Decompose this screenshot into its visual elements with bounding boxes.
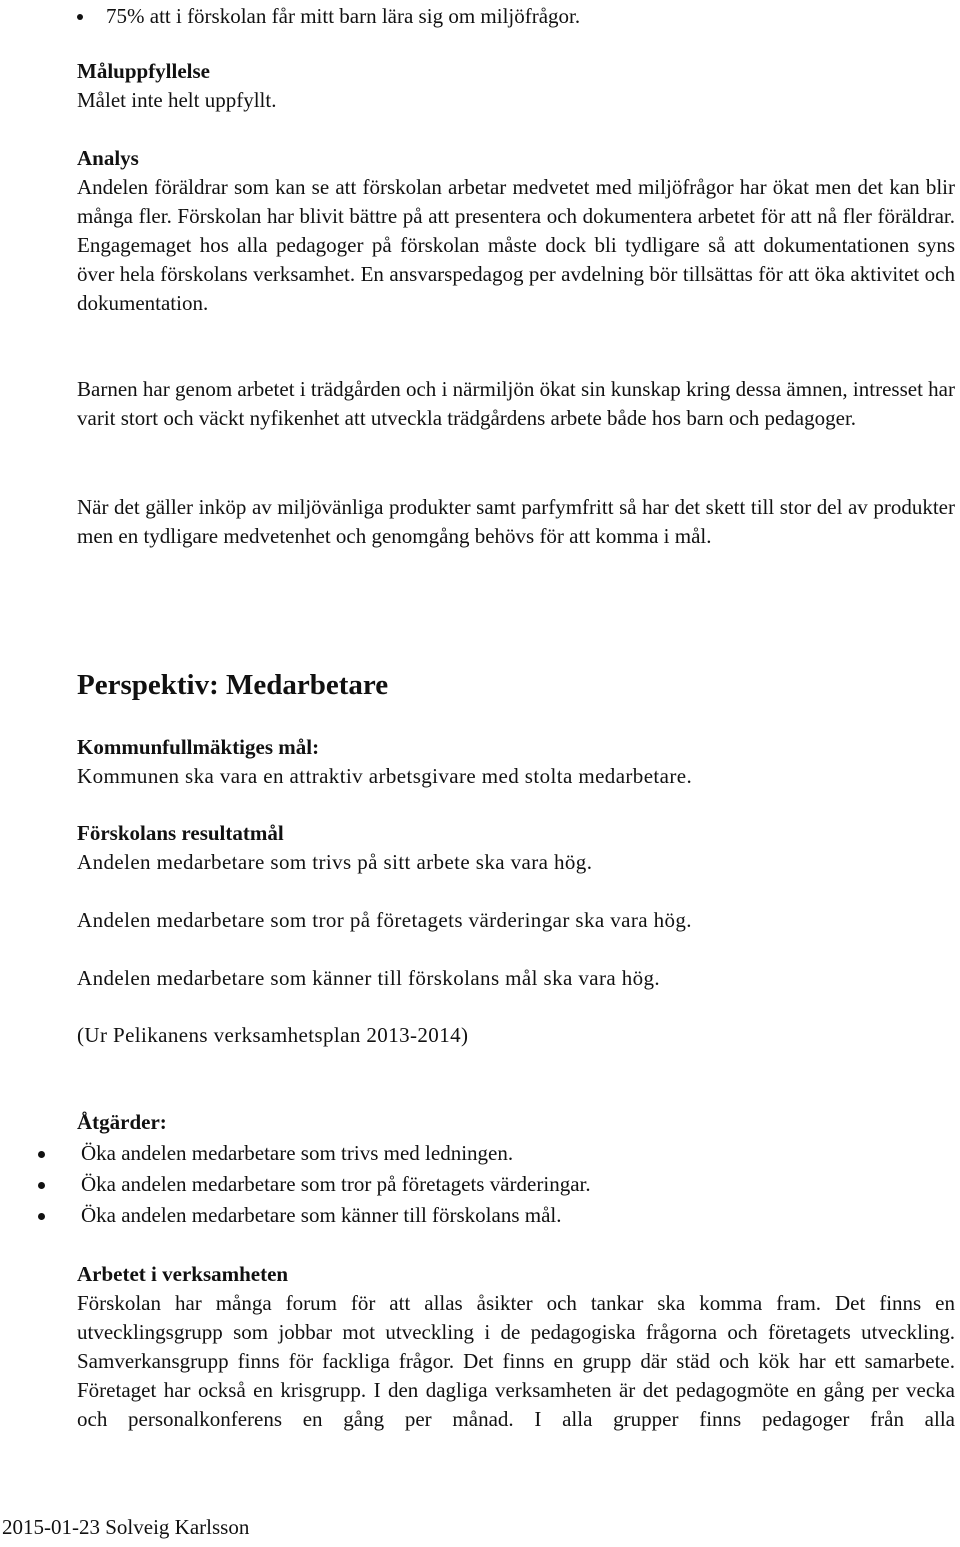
- arbetet-text: Förskolan har många forum för att allas åsikter och tankar ska komma fram. Det finns en utvecklingsgrupp som jobbar mot utveckling i de pedagogiska frågorna och företagets utveckling. Samverkansgrupp finns för fackliga frågor. Det finns en grupp där städ och kök har ett samarbete. Företaget har också en krisgrupp. I den dagliga verksamheten är det pedagogmöte en gång per vecka och personalkonferens en gång per månad. I alla grupper finns pedagoger från alla: [77, 1291, 955, 1431]
- goal-3: Andelen medarbetare som känner till förskolans mål ska vara hög.: [77, 966, 661, 990]
- bullet-dot-icon: [38, 1151, 45, 1158]
- kf-text: Kommunen ska vara en attraktiv arbetsgivare med stolta medarbetare.: [77, 764, 693, 788]
- atgard-item-1: Öka andelen medarbetare som trivs med ledningen.: [81, 1141, 514, 1165]
- bullet-dot-icon: [38, 1213, 45, 1220]
- perspektiv-title: Perspektiv: Medarbetare: [77, 669, 389, 701]
- resultatmal-heading: Förskolans resultatmål: [77, 821, 284, 845]
- arbetet-heading: Arbetet i verksamheten: [77, 1262, 289, 1286]
- goal-1: Andelen medarbetare som trivs på sitt arbete ska vara hög.: [77, 850, 593, 874]
- analys-paragraph-1: Andelen föräldrar som kan se att förskolan arbetar medvetet med miljöfrågor har ökat men det kan blir många fler. Förskolan har blivit bättre på att presentera och dokumentera arbetet för att nå fler föräldrar. Engagemaget hos alla pedagoger på förskolan måste dock bli tydligare så att dokumentationen syns över hela förskolans verksamhet. En ansvarspedagog per avdelning bör tillsättas för att öka aktivitet och dokumentation.: [77, 175, 955, 315]
- goal-3-block: [77, 964, 955, 993]
- analys-paragraph-3: När det gäller inköp av miljövänliga produkter samt parfymfritt så har det skett till stor del av produkter men en tydligare medvetenhet och genomgång behövs för att komma i mål.: [77, 495, 955, 548]
- kf-heading: Kommunfullmäktiges mål:: [77, 735, 320, 759]
- source-block: [77, 1021, 955, 1050]
- list-item: [38, 1201, 938, 1232]
- analys-paragraph-2: Barnen har genom arbetet i trädgården och i närmiljön ökat sin kunskap kring dessa ämnen, intresset har varit stort och väckt nyfikenhet att utveckla trädgårdens arbete både hos barn och pedagoger.: [77, 377, 955, 430]
- arbetet-section: [77, 1260, 955, 1434]
- resultatmal-section: [77, 819, 955, 877]
- atgard-item-2: Öka andelen medarbetare som tror på företagets värderingar.: [81, 1172, 591, 1196]
- goal-2: Andelen medarbetare som tror på företagets värderingar ska vara hög.: [77, 908, 692, 932]
- analys-heading: Analys: [77, 146, 139, 170]
- maluppfyllelse-text: Målet inte helt uppfyllt.: [77, 88, 277, 112]
- analys-section: [77, 144, 955, 318]
- maluppfyllelse-section: [77, 57, 955, 115]
- bullet-dot-icon: [77, 14, 83, 20]
- list-item: [38, 1170, 938, 1201]
- top-bullet-item: [77, 2, 960, 31]
- perspektiv-title-block: [77, 667, 955, 703]
- atgarder-heading-block: [77, 1108, 955, 1137]
- page-footer: 2015-01-23 Solveig Karlsson: [2, 1515, 250, 1539]
- analys-paragraph-3-block: [77, 493, 955, 551]
- list-item: [38, 1139, 938, 1170]
- bullet-dot-icon: [38, 1182, 45, 1189]
- atgarder-list: [38, 1139, 938, 1232]
- analys-paragraph-2-block: [77, 375, 955, 433]
- atgard-item-3: Öka andelen medarbetare som känner till förskolans mål.: [81, 1203, 562, 1227]
- atgarder-heading: Åtgärder:: [77, 1110, 167, 1134]
- kommunfullmaktige-section: [77, 733, 955, 791]
- goal-2-block: [77, 906, 955, 935]
- top-bullet-text: 75% att i förskolan får mitt barn lära sig om miljöfrågor.: [106, 4, 581, 28]
- maluppfyllelse-heading: Måluppfyllelse: [77, 59, 211, 83]
- source-text: (Ur Pelikanens verksamhetsplan 2013-2014): [77, 1023, 469, 1047]
